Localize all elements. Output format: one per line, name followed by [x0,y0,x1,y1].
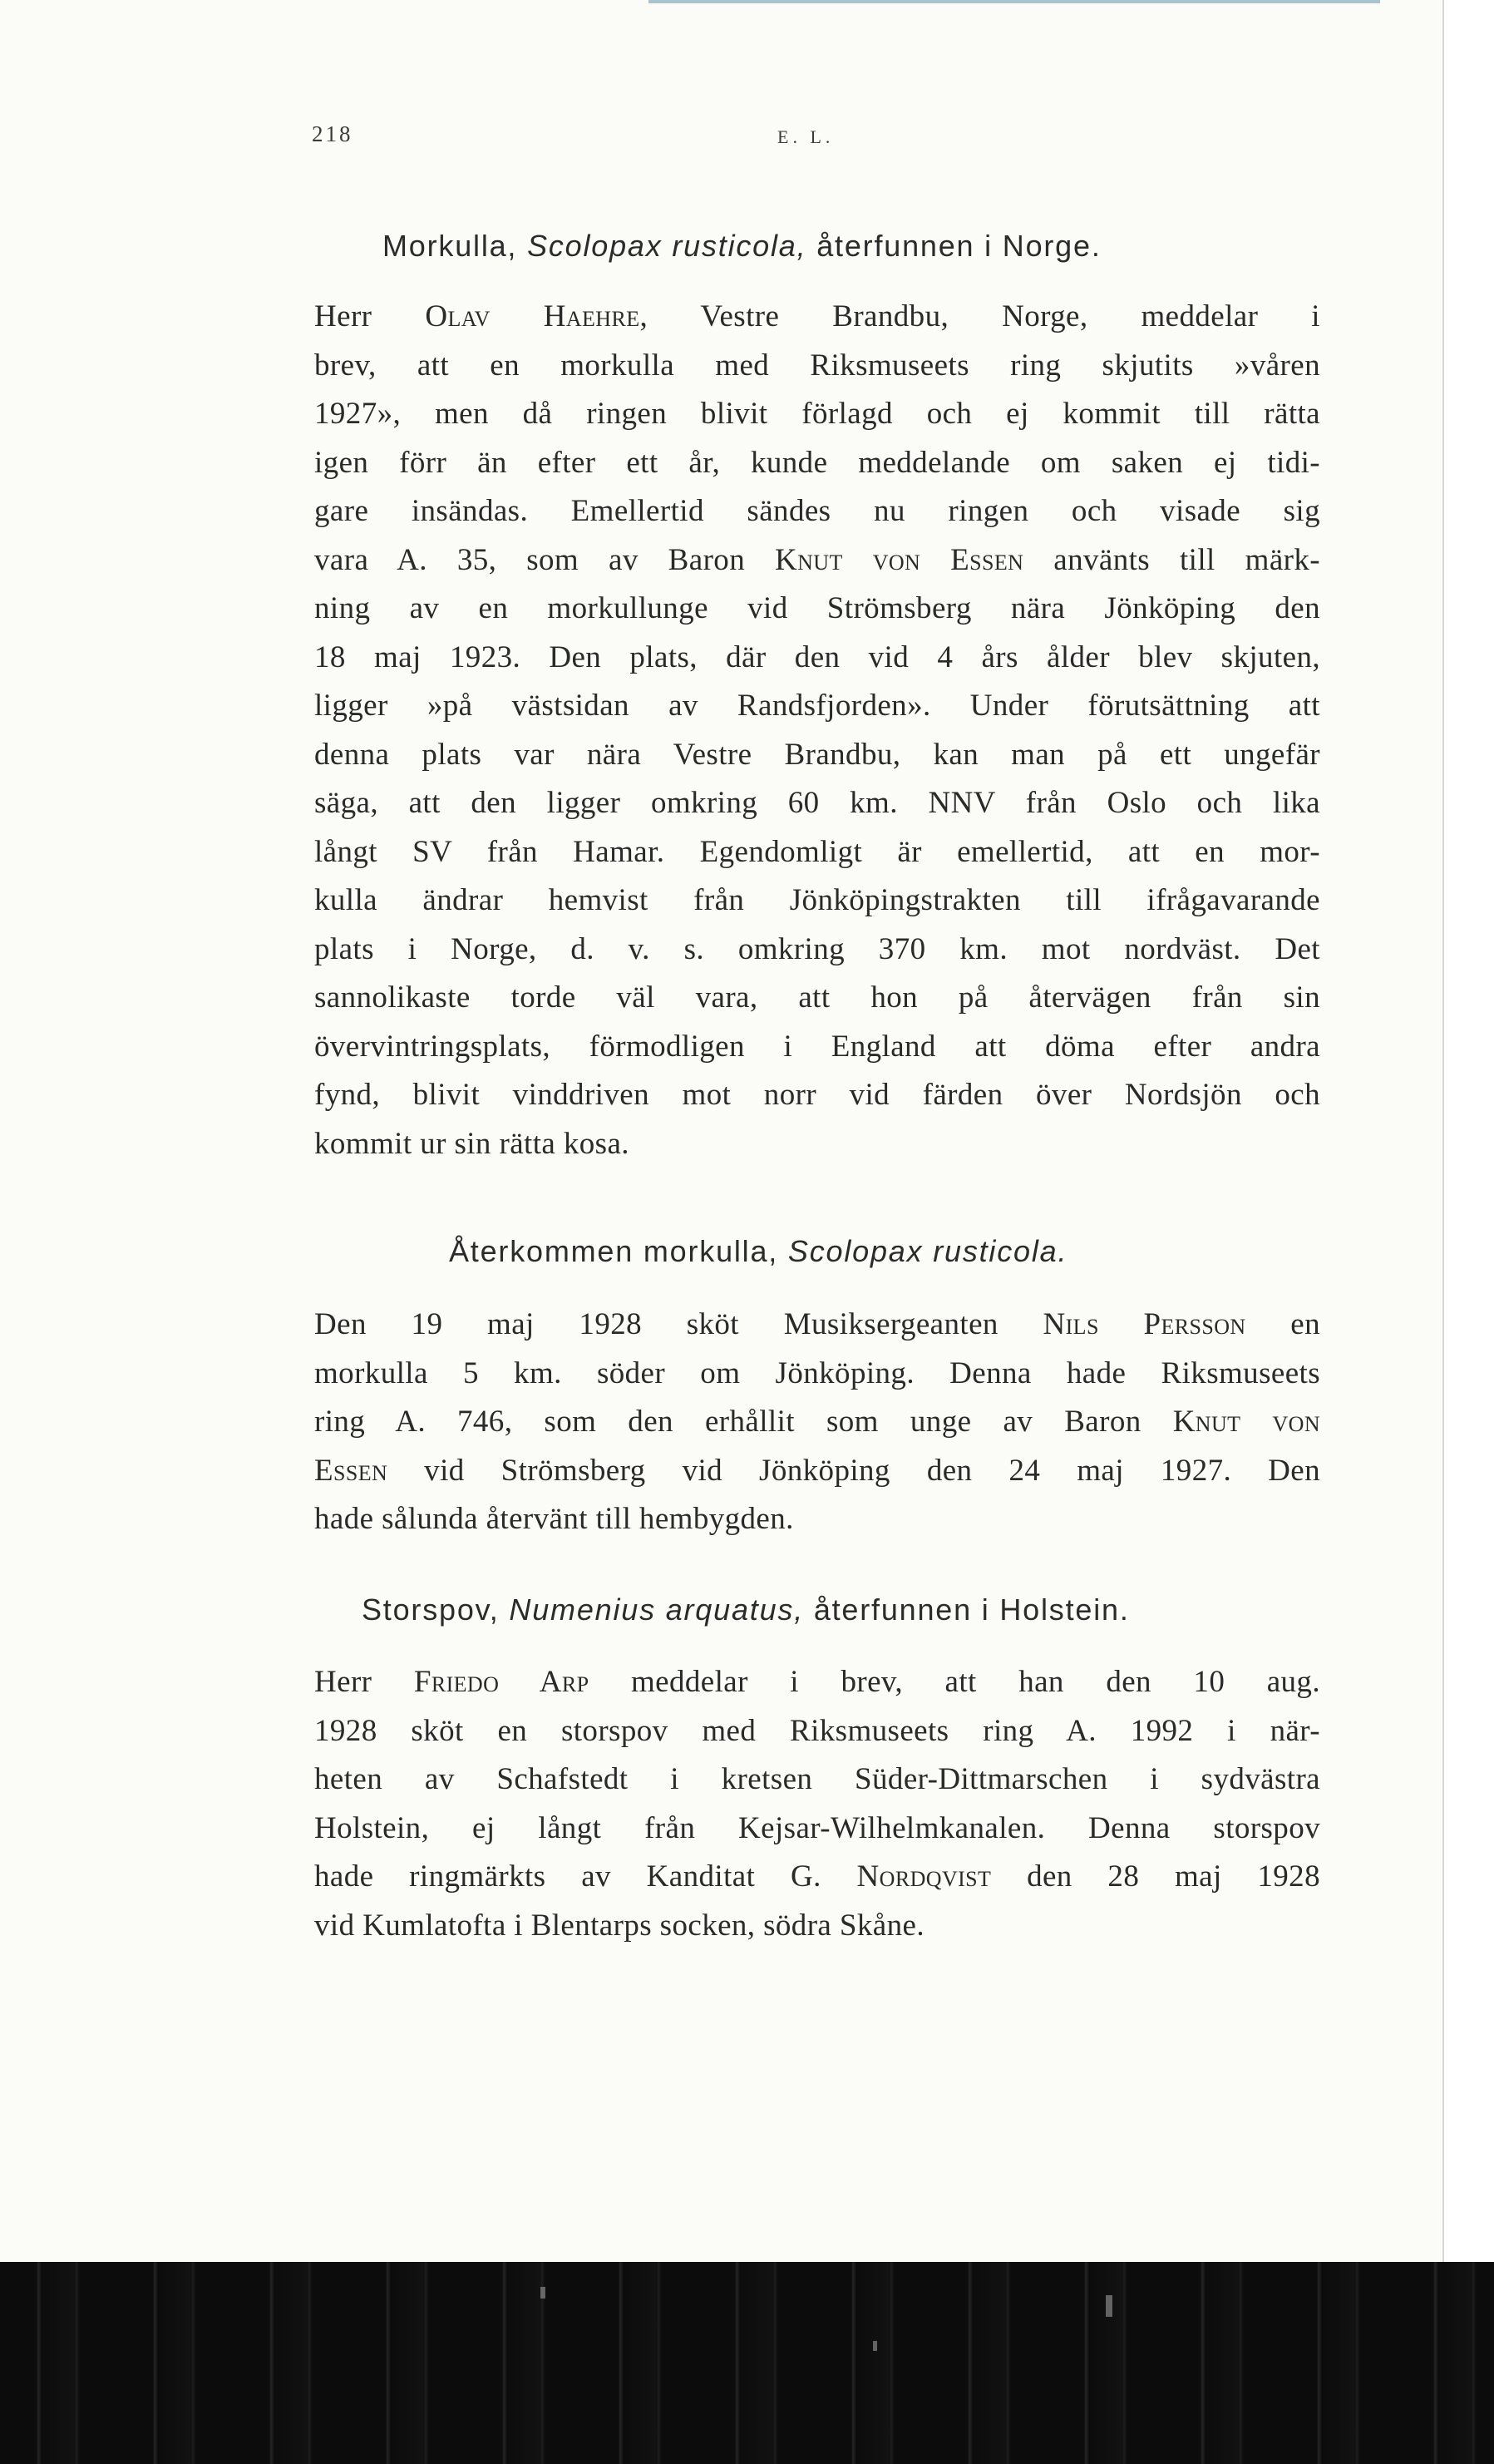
text-run: 1928 sköt en storspov med Riksmuseets ring A. 1992 i när- [314,1713,1320,1748]
paragraph-morkulla-norge [314,293,1320,1168]
text-run: säga, att den ligger omkring 60 km. NNV från Oslo och lika [314,786,1320,820]
text-line [314,731,1320,780]
text-run: Herr [314,1665,414,1699]
text-run: sannolikaste torde väl vara, att hon på återvägen från sin [314,980,1320,1015]
text-line [314,828,1320,877]
text-run: kulla ändrar hemvist från Jönköpingstrakten till ifrågavarande [314,883,1320,917]
paragraph-aterkommen-morkulla [314,1301,1320,1544]
text-run: Den 19 maj 1928 sköt Musiksergeanten [314,1307,1043,1341]
text-line [314,1805,1320,1854]
text-run: den 28 maj 1928 [991,1859,1320,1894]
section-title-morkulla-norge: Morkulla, Scolopax rusticola, återfunnen i Norge. [382,229,1102,263]
text-run: heten av Schafstedt i kretsen Süder-Dittmarschen i sydvästra [314,1762,1320,1796]
text-line [314,876,1320,926]
text-line [314,1902,1320,1951]
text-run: ring A. 746, som den erhållit som unge av Baron [314,1405,1173,1439]
section-title-storspov-holstein: Storspov, Numenius arquatus, återfunnen i Holstein. [362,1592,1130,1627]
text-run: ning av en morkullunge vid Strömsberg nära Jönköping den [314,591,1320,625]
text-run: plats i Norge, d. v. s. omkring 370 km. mot nordväst. Det [314,931,1320,966]
text-line [314,487,1320,536]
text-run: långt SV från Hamar. Egendomligt är emellertid, att en mor- [314,834,1320,869]
text-line [314,390,1320,439]
page-right-margin [1442,0,1494,2262]
paragraph-storspov-holstein [314,1658,1320,1950]
text-run: morkulla 5 km. söder om Jönköping. Denna hade Riksmuseets [314,1355,1320,1390]
text-line [314,1658,1320,1707]
text-run: en [1245,1307,1320,1341]
text-line [314,439,1320,488]
text-run: övervintringsplats, förmodligen i England att döma efter andra [314,1029,1320,1064]
text-line [314,634,1320,683]
text-line [314,536,1320,585]
text-line [314,1853,1320,1902]
person-name: Knut von Essen [775,542,1024,577]
person-name: Nordqvist [856,1859,992,1894]
text-line [314,1495,1320,1544]
page-number: 218 [312,121,353,146]
text-line [314,585,1320,634]
text-line [314,1120,1320,1169]
text-run: igen förr än efter ett år, kunde meddelande om saken ej tidi- [314,445,1320,480]
person-name: Friedo Arp [413,1665,589,1699]
text-run: 1927», men då ringen blivit förlagd och ej kommit till rätta [314,397,1320,431]
text-line [314,682,1320,731]
text-line [314,1398,1320,1447]
text-run: hade ringmärkts av Kanditat G. [314,1859,857,1894]
text-line [314,926,1320,975]
person-name: Nils Persson [1043,1307,1246,1341]
text-line [314,1350,1320,1399]
text-run: ligger »på västsidan av Randsfjorden». Under förutsättning att [314,689,1320,723]
text-line [314,1071,1320,1120]
person-name: Knut von [1172,1405,1321,1439]
text-line [314,342,1320,391]
text-run: Holstein, ej långt från Kejsar-Wilhelmkanalen. Denna storspov [314,1810,1320,1845]
text-line [314,1301,1320,1350]
text-line [314,1755,1320,1805]
text-line [314,293,1320,342]
text-line [314,1707,1320,1756]
text-line [314,1023,1320,1072]
person-name: Olav Haehre [425,299,640,333]
text-run: vid Strömsberg vid Jönköping den 24 maj 1927. Den [387,1453,1320,1488]
text-run: kommit ur sin rätta kosa. [314,1126,629,1161]
text-run: hade sålunda återvänt till hembygden. [314,1502,794,1536]
scanner-background-strip [0,2262,1494,2464]
text-line [314,1447,1320,1496]
person-name: Essen [314,1453,388,1488]
section-title-aterkommen-morkulla: Återkommen morkulla, Scolopax rusticola. [449,1234,1068,1268]
text-run: vid Kumlatofta i Blentarps socken, södra Skåne. [314,1908,925,1943]
text-run: meddelar i brev, att han den 10 aug. [589,1665,1320,1699]
text-run: , Vestre Brandbu, Norge, meddelar i [639,299,1320,333]
page-header [312,121,1326,155]
running-head: E. L. [777,126,835,147]
text-run: fynd, blivit vinddriven mot norr vid färden över Nordsjön och [314,1078,1320,1112]
text-run: Herr [314,299,426,333]
text-run: vara A. 35, som av Baron [314,542,776,577]
text-line [314,779,1320,828]
text-line [314,974,1320,1023]
text-run: använts till märk- [1023,542,1320,577]
text-run: brev, att en morkulla med Riksmuseets ring skjutits »våren [314,348,1320,383]
text-run: gare insändas. Emellertid sändes nu ringen och visade sig [314,494,1320,528]
text-run: 18 maj 1923. Den plats, där den vid 4 års ålder blev skjuten, [314,639,1320,674]
scan-edge-line [648,0,1380,3]
text-run: denna plats var nära Vestre Brandbu, kan man på ett ungefär [314,737,1320,772]
